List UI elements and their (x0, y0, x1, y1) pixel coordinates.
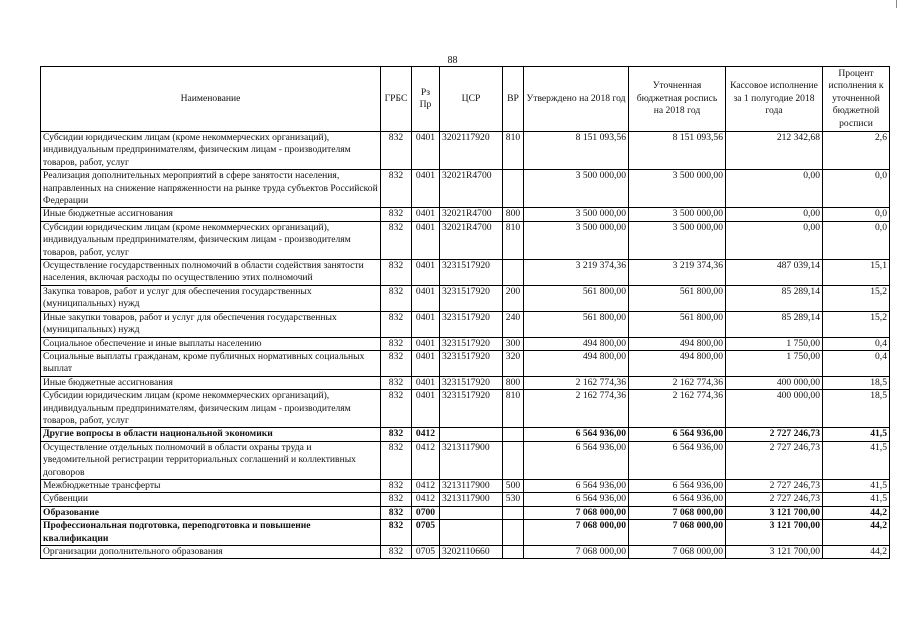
cell-percent: 44,2 (823, 506, 890, 519)
table-row (41, 506, 890, 519)
cell-rzpr: 0705 (412, 546, 440, 559)
cell-name: Профессиональная подготовка, переподготовка и повышение квалификации (41, 520, 381, 546)
cell-name: Межбюджетные трансферты (41, 479, 381, 492)
cell-cash: 0,00 (726, 208, 823, 221)
cell-vr (503, 520, 524, 546)
header-cash: Кассовое исполнение за 1 полугодие 2018 года (726, 67, 823, 132)
cell-csr: 3231517920 (440, 390, 503, 428)
cell-name: Субсидии юридическим лицам (кроме некоммерческих организаций), индивидуальным предпринимателям, физическим лицам - производителям товаров, работ, услуг (41, 390, 381, 428)
cell-approved: 3 219 374,36 (524, 260, 629, 286)
table-row (41, 520, 890, 546)
table-row (41, 376, 890, 389)
cell-approved: 6 564 936,00 (524, 479, 629, 492)
cell-rzpr: 0401 (412, 311, 440, 337)
cell-grbs: 832 (381, 350, 412, 376)
cell-refined: 6 564 936,00 (629, 493, 726, 506)
cell-refined: 6 564 936,00 (629, 479, 726, 492)
cell-vr: 300 (503, 337, 524, 350)
cell-rzpr: 0705 (412, 520, 440, 546)
cell-csr (440, 520, 503, 546)
cell-vr: 800 (503, 376, 524, 389)
cell-percent: 15,1 (823, 260, 890, 286)
cell-refined: 7 068 000,00 (629, 506, 726, 519)
cell-vr (503, 506, 524, 519)
cell-approved: 3 500 000,00 (524, 208, 629, 221)
cell-percent: 41,5 (823, 479, 890, 492)
cell-grbs: 832 (381, 260, 412, 286)
cell-grbs: 832 (381, 208, 412, 221)
table-row (41, 132, 890, 170)
cell-percent: 0,0 (823, 221, 890, 259)
cell-vr (503, 441, 524, 479)
cell-rzpr: 0401 (412, 337, 440, 350)
cell-cash: 3 121 700,00 (726, 546, 823, 559)
table-row (41, 479, 890, 492)
cell-percent: 0,0 (823, 170, 890, 208)
cell-approved: 7 068 000,00 (524, 506, 629, 519)
cell-grbs: 832 (381, 493, 412, 506)
cell-grbs: 832 (381, 441, 412, 479)
cell-approved: 6 564 936,00 (524, 428, 629, 441)
cell-rzpr: 0401 (412, 132, 440, 170)
cell-percent: 18,5 (823, 376, 890, 389)
cell-percent: 44,2 (823, 546, 890, 559)
cell-grbs: 832 (381, 221, 412, 259)
cell-grbs: 832 (381, 390, 412, 428)
cell-vr: 500 (503, 479, 524, 492)
cell-rzpr: 0412 (412, 493, 440, 506)
cell-rzpr: 0401 (412, 208, 440, 221)
cell-cash: 85 289,14 (726, 285, 823, 311)
cell-grbs: 832 (381, 506, 412, 519)
cell-percent: 18,5 (823, 390, 890, 428)
cell-name: Иные бюджетные ассигнования (41, 376, 381, 389)
cell-cash: 2 727 246,73 (726, 493, 823, 506)
cell-refined: 3 219 374,36 (629, 260, 726, 286)
cell-cash: 3 121 700,00 (726, 506, 823, 519)
cell-vr (503, 428, 524, 441)
cell-rzpr: 0412 (412, 441, 440, 479)
cell-approved: 3 500 000,00 (524, 170, 629, 208)
cell-cash: 2 727 246,73 (726, 441, 823, 479)
table-row (41, 546, 890, 559)
cell-name: Осуществление отдельных полномочий в области охраны труда и уведомительной регистрации территориальных соглашений и коллективных договоров (41, 441, 381, 479)
cell-rzpr: 0412 (412, 428, 440, 441)
cell-rzpr: 0401 (412, 260, 440, 286)
cell-percent: 0,0 (823, 208, 890, 221)
cell-percent: 0,4 (823, 350, 890, 376)
cell-grbs: 832 (381, 428, 412, 441)
cell-vr (503, 260, 524, 286)
cell-rzpr: 0401 (412, 376, 440, 389)
cell-refined: 561 800,00 (629, 285, 726, 311)
cell-cash: 2 727 246,73 (726, 479, 823, 492)
cell-rzpr: 0401 (412, 221, 440, 259)
header-name: Наименование (41, 67, 381, 132)
cell-grbs: 832 (381, 546, 412, 559)
header-csr: ЦСР (440, 67, 503, 132)
cell-vr: 320 (503, 350, 524, 376)
cell-csr: 3231517920 (440, 311, 503, 337)
cell-cash: 1 750,00 (726, 337, 823, 350)
cell-vr: 240 (503, 311, 524, 337)
cell-percent: 15,2 (823, 285, 890, 311)
table-row (41, 441, 890, 479)
cell-refined: 3 500 000,00 (629, 170, 726, 208)
cell-name: Субсидии юридическим лицам (кроме некоммерческих организаций), индивидуальным предпринимателям, физическим лицам - производителям товаров, работ, услуг (41, 132, 381, 170)
cell-rzpr: 0401 (412, 285, 440, 311)
cell-cash: 1 750,00 (726, 350, 823, 376)
cell-cash: 487 039,14 (726, 260, 823, 286)
cell-refined: 494 800,00 (629, 350, 726, 376)
cell-csr: 3202110660 (440, 546, 503, 559)
cell-csr: 3213117900 (440, 479, 503, 492)
cell-percent: 15,2 (823, 311, 890, 337)
cell-rzpr: 0401 (412, 170, 440, 208)
header-rzpr: Рз Пр (412, 67, 440, 132)
cell-refined: 8 151 093,56 (629, 132, 726, 170)
table-row (41, 350, 890, 376)
cell-percent: 41,5 (823, 493, 890, 506)
cell-vr: 810 (503, 132, 524, 170)
cell-grbs: 832 (381, 479, 412, 492)
table-row (41, 337, 890, 350)
cell-cash: 2 727 246,73 (726, 428, 823, 441)
cell-grbs: 832 (381, 337, 412, 350)
cell-csr (440, 428, 503, 441)
cell-percent: 44,2 (823, 520, 890, 546)
cell-vr: 200 (503, 285, 524, 311)
table-row (41, 390, 890, 428)
cell-refined: 7 068 000,00 (629, 520, 726, 546)
cell-rzpr: 0700 (412, 506, 440, 519)
cell-csr: 3231517920 (440, 260, 503, 286)
cell-csr: 3213117900 (440, 493, 503, 506)
table-row (41, 493, 890, 506)
table-row (41, 221, 890, 259)
cell-csr: 3231517920 (440, 376, 503, 389)
cell-percent: 2,6 (823, 132, 890, 170)
cell-vr: 530 (503, 493, 524, 506)
cell-grbs: 832 (381, 376, 412, 389)
cell-csr: 32021R4700 (440, 208, 503, 221)
cell-name: Иные закупки товаров, работ и услуг для обеспечения государственных (муниципальных) нужд (41, 311, 381, 337)
cell-refined: 494 800,00 (629, 337, 726, 350)
cell-csr: 3202117920 (440, 132, 503, 170)
cell-vr (503, 546, 524, 559)
cell-approved: 561 800,00 (524, 311, 629, 337)
budget-table (40, 66, 890, 559)
cell-approved: 494 800,00 (524, 350, 629, 376)
cell-name: Социальные выплаты гражданам, кроме публичных нормативных социальных выплат (41, 350, 381, 376)
header-vr: ВР (503, 67, 524, 132)
table-row (41, 285, 890, 311)
cell-grbs: 832 (381, 285, 412, 311)
cell-csr: 32021R4700 (440, 221, 503, 259)
cell-rzpr: 0401 (412, 390, 440, 428)
cell-approved: 7 068 000,00 (524, 546, 629, 559)
table-row (41, 170, 890, 208)
cell-name: Субвенции (41, 493, 381, 506)
cell-vr: 810 (503, 221, 524, 259)
cell-csr: 32021R4700 (440, 170, 503, 208)
cell-cash: 0,00 (726, 170, 823, 208)
cell-refined: 561 800,00 (629, 311, 726, 337)
cell-percent: 0,4 (823, 337, 890, 350)
cell-approved: 7 068 000,00 (524, 520, 629, 546)
cell-csr (440, 506, 503, 519)
table-row (41, 260, 890, 286)
cell-grbs: 832 (381, 170, 412, 208)
cell-approved: 8 151 093,56 (524, 132, 629, 170)
cell-approved: 561 800,00 (524, 285, 629, 311)
cell-name: Организации дополнительного образования (41, 546, 381, 559)
cell-name: Образование (41, 506, 381, 519)
cell-name: Субсидии юридическим лицам (кроме некоммерческих организаций), индивидуальным предпринимателям, физическим лицам - производителям товаров, работ, услуг (41, 221, 381, 259)
cell-approved: 2 162 774,36 (524, 376, 629, 389)
page-edge-mark (896, 0, 897, 8)
cell-name: Иные бюджетные ассигнования (41, 208, 381, 221)
cell-name: Другие вопросы в области национальной экономики (41, 428, 381, 441)
cell-name: Закупка товаров, работ и услуг для обеспечения государственных (муниципальных) нужд (41, 285, 381, 311)
cell-grbs: 832 (381, 520, 412, 546)
header-refined: Уточненная бюджетная роспись на 2018 год (629, 67, 726, 132)
cell-refined: 6 564 936,00 (629, 441, 726, 479)
table-row (41, 311, 890, 337)
cell-rzpr: 0412 (412, 479, 440, 492)
cell-cash: 212 342,68 (726, 132, 823, 170)
table-row (41, 208, 890, 221)
cell-approved: 2 162 774,36 (524, 390, 629, 428)
cell-csr: 3213117900 (440, 441, 503, 479)
cell-refined: 6 564 936,00 (629, 428, 726, 441)
cell-name: Осуществление государственных полномочий в области содействия занятости населения, включая расходы по осуществлению этих полномочий (41, 260, 381, 286)
cell-vr: 800 (503, 208, 524, 221)
cell-cash: 3 121 700,00 (726, 520, 823, 546)
cell-csr: 3231517920 (440, 337, 503, 350)
cell-refined: 3 500 000,00 (629, 221, 726, 259)
cell-percent: 41,5 (823, 441, 890, 479)
cell-refined: 2 162 774,36 (629, 376, 726, 389)
cell-csr: 3231517920 (440, 350, 503, 376)
page-number: 88 (447, 55, 458, 66)
cell-vr: 810 (503, 390, 524, 428)
cell-percent: 41,5 (823, 428, 890, 441)
cell-approved: 6 564 936,00 (524, 441, 629, 479)
cell-name: Социальное обеспечение и иные выплаты населению (41, 337, 381, 350)
cell-refined: 3 500 000,00 (629, 208, 726, 221)
header-approved: Утверждено на 2018 год (524, 67, 629, 132)
cell-cash: 400 000,00 (726, 390, 823, 428)
header-percent: Процент исполнения к уточненной бюджетной росписи (823, 67, 890, 132)
table-header-row (41, 67, 890, 132)
cell-approved: 3 500 000,00 (524, 221, 629, 259)
cell-approved: 6 564 936,00 (524, 493, 629, 506)
cell-refined: 2 162 774,36 (629, 390, 726, 428)
cell-grbs: 832 (381, 132, 412, 170)
header-grbs: ГРБС (381, 67, 412, 132)
cell-name: Реализация дополнительных мероприятий в сфере занятости населения, направленных на снижение напряженности на рынке труда субъектов Российской Федерации (41, 170, 381, 208)
cell-csr: 3231517920 (440, 285, 503, 311)
cell-grbs: 832 (381, 311, 412, 337)
cell-vr (503, 170, 524, 208)
cell-cash: 0,00 (726, 221, 823, 259)
cell-rzpr: 0401 (412, 350, 440, 376)
cell-cash: 85 289,14 (726, 311, 823, 337)
cell-approved: 494 800,00 (524, 337, 629, 350)
table-row (41, 428, 890, 441)
cell-refined: 7 068 000,00 (629, 546, 726, 559)
cell-cash: 400 000,00 (726, 376, 823, 389)
